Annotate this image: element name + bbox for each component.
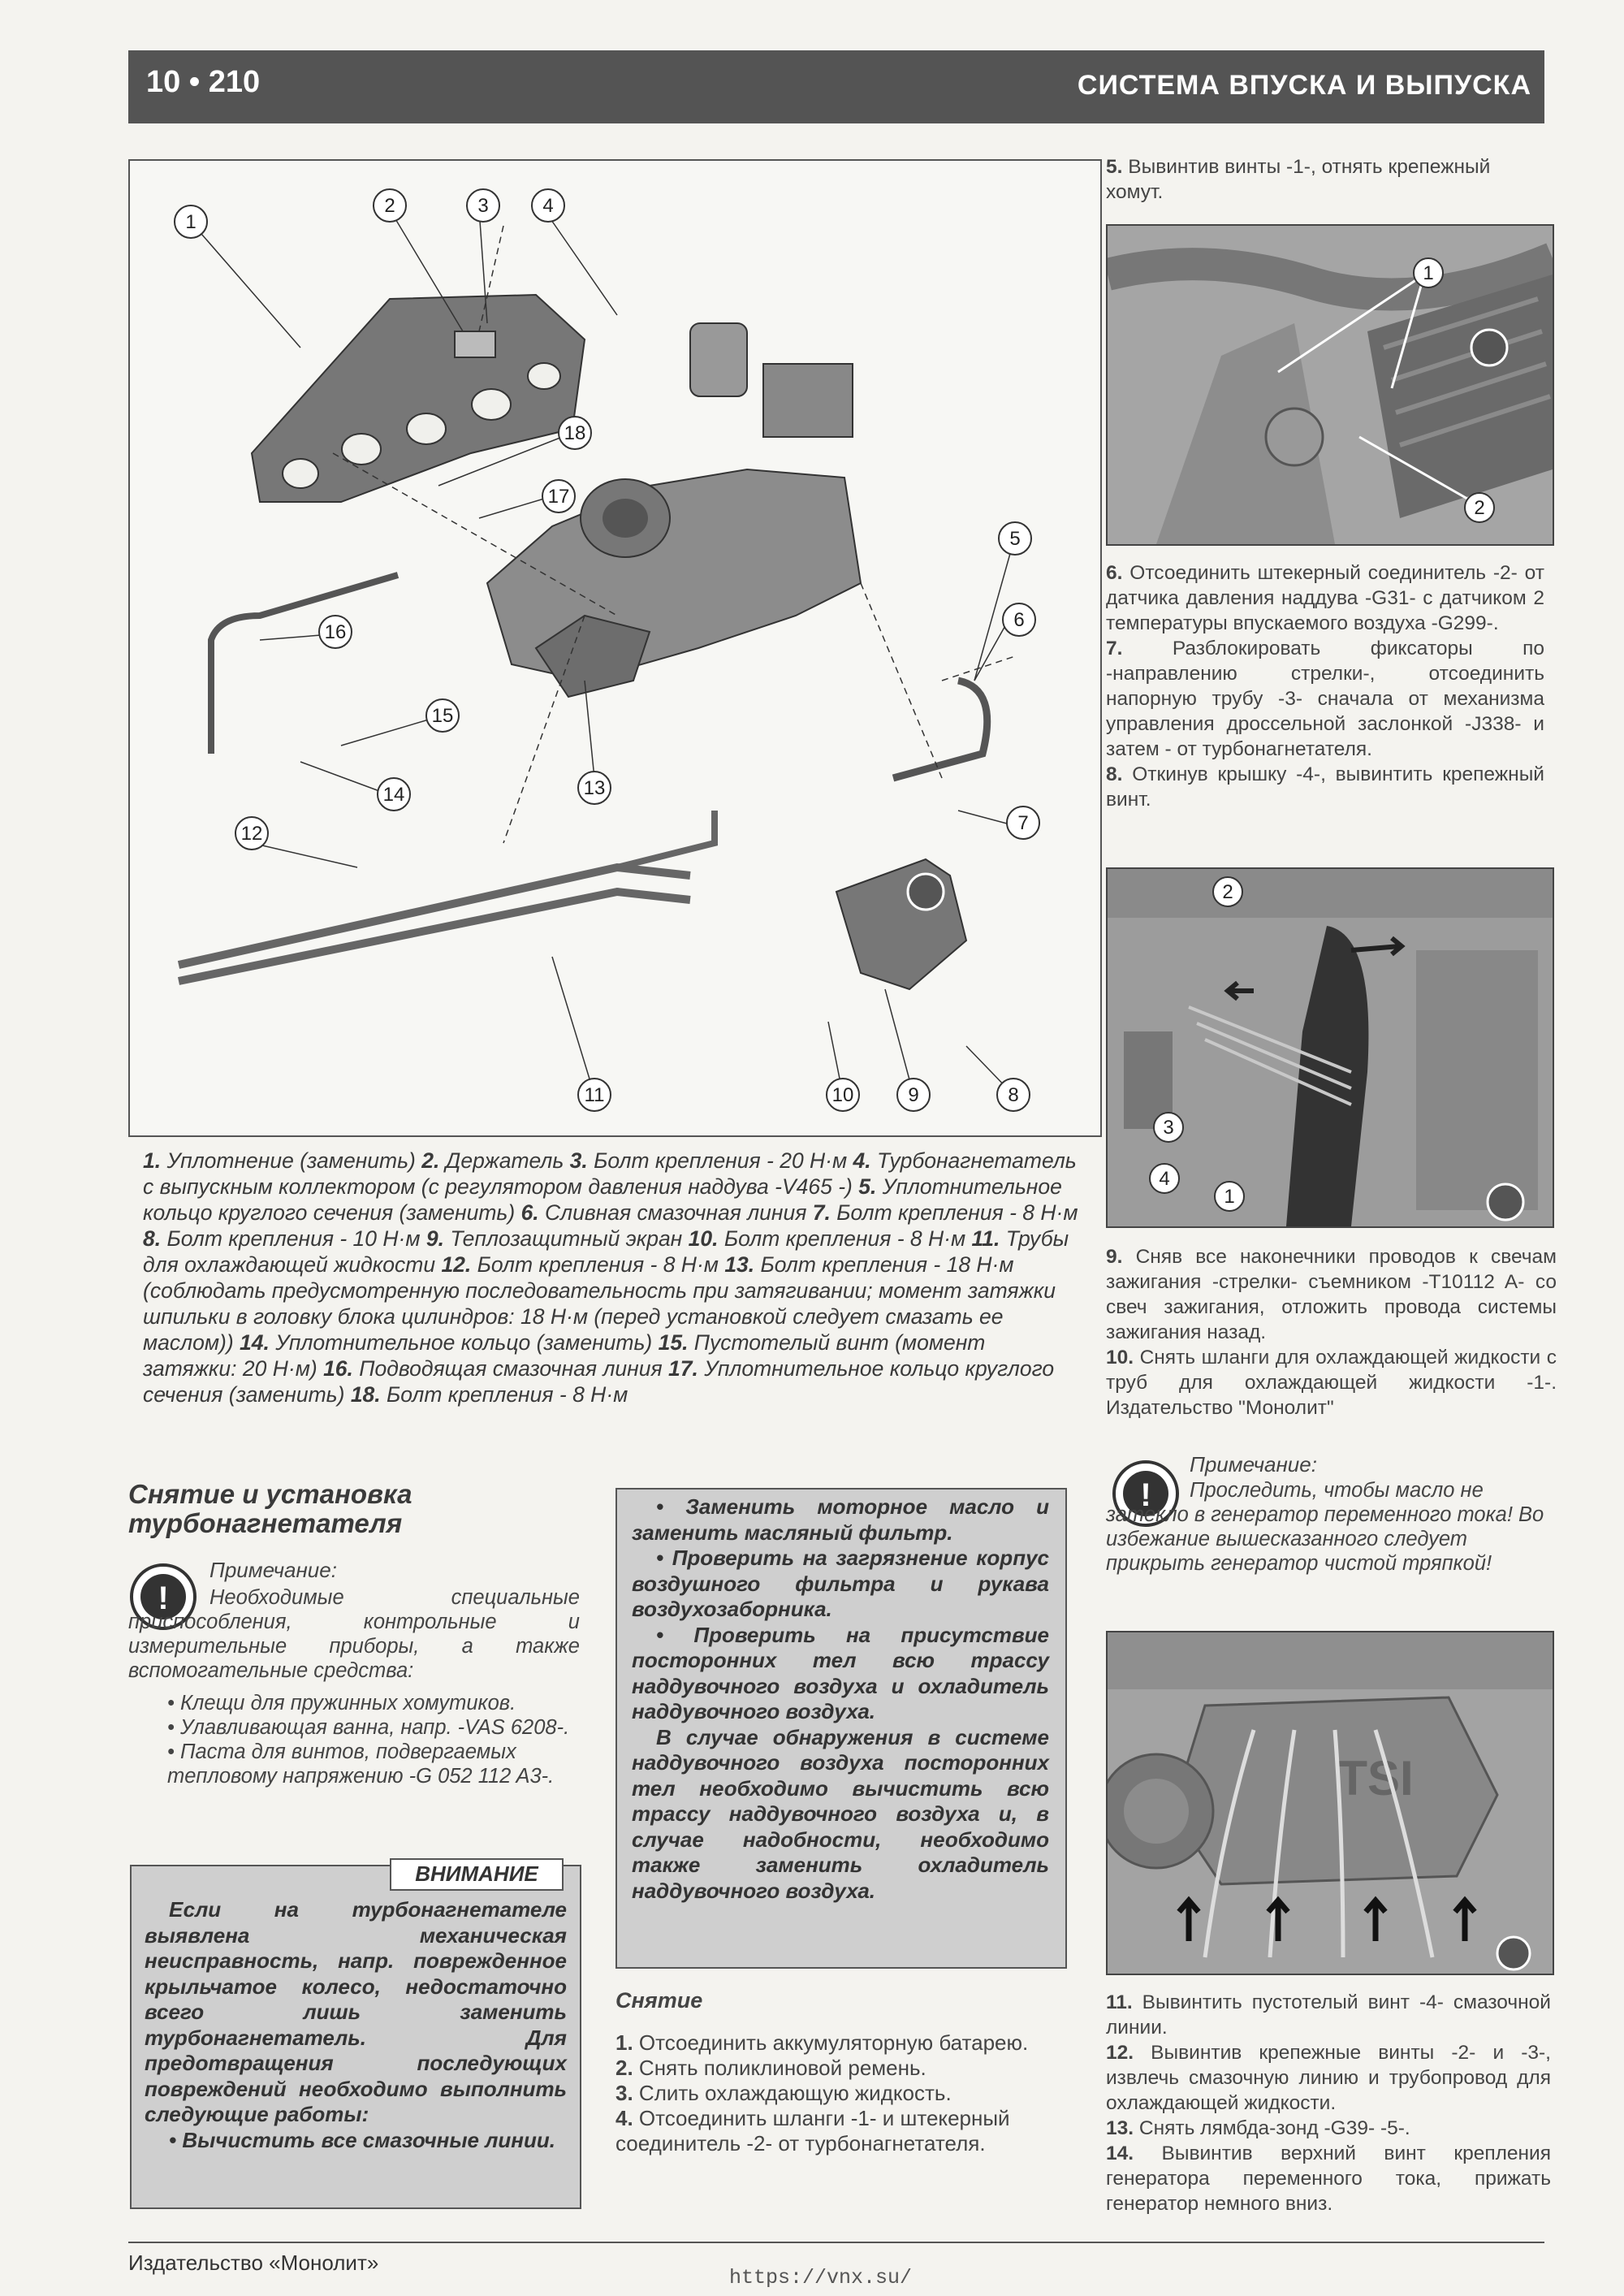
callout-17: 17 bbox=[547, 486, 570, 508]
attention-label: ВНИМАНИЕ bbox=[390, 1858, 564, 1891]
removal-steps: 1. Отсоединить аккумуляторную батарею. 2. Снять поликлиновой ремень. 3. Слить охлаждающую жидкость. 4. Отсоединить шланги -1- и штекерный соединитель -2- от турбонагнетателя. bbox=[615, 2030, 1029, 2155]
step-5: 5. Вывинтив винты -1-, отнять крепежный хомут. bbox=[1106, 156, 1491, 203]
photo-1 bbox=[1106, 224, 1554, 546]
figure-caption: 1. Уплотнение (заменить) 2. Держатель 3. Болт крепления - 20 Н·м 4. Турбонагнетатель с выпускным коллектором (с регулятором давления наддува -V465 -) 5. Уплотнительное кольцо круглого сечения (заменить) 6. Сливная смазочная линия 7. Болт крепления - 8 Н·м 8. Болт крепления - 10 Н·м 9. Теплозащитный экран 10. Болт крепления - 8 Н·м 11. Трубы для охлаждающей жидкости 12. Болт крепления - 8 Н·м 13. Болт крепления - 18 Н·м (соблюдать предусмотренную последовательность при затягивании; момент затяжки шпильки в головку блока цилиндров: 18 Н·м (перед установкой следует смазать ее маслом)) 14. Уплотнительное кольцо (заменить) 15. Пустотелый винт (момент затяжки: 20 Н·м) 16. Подводящая смазочная линия 17. Уплотнительное кольцо круглого сечения (заменить) 18. Болт крепления - 8 Н·м bbox=[143, 1148, 1078, 1407]
steps-11-14: 11. Вывинтить пустотелый винт -4- смазочной линии. 12. Вывинтив крепежные винты -2- и -3-, извлечь смазочную линию и трубопровод для охлаждающей жидкости. 13. Снять лямбда-зонд -G39- -5-. 14. Вывинтив верхний винт крепления генератора переменного тока, прижать генератор немного вниз. bbox=[1106, 1991, 1551, 2215]
tool-item: • Улавливающая ванна, напр. -VAS 6208-. bbox=[167, 1716, 570, 1739]
photo2-label-4: 4 bbox=[1159, 1168, 1170, 1190]
publisher-logo-icon bbox=[908, 874, 944, 910]
footer-rule bbox=[128, 2242, 1544, 2243]
photo1-label-1: 1 bbox=[1423, 262, 1434, 284]
callout-18: 18 bbox=[564, 422, 586, 444]
photo-3 bbox=[1106, 1631, 1554, 1975]
callout-15: 15 bbox=[431, 705, 454, 727]
tool-item: • Паста для винтов, подвергаемых тепловому напряжению -G 052 112 A3-. bbox=[167, 1740, 555, 1788]
photo2-label-1: 1 bbox=[1224, 1186, 1235, 1208]
checks-list: • Заменить моторное масло и заменить масляный фильтр. • Проверить на загрязнение корпус воздушного фильтра и рукава воздухозаборника. • Проверить на присутствие посторонних тел всю трассу наддувочного воздуха и охладитель наддувочного воздуха. В случае обнаружения в системе наддувочного воздуха посторонних тел необходимо вычистить всю трассу наддувочного воздуха и, в случае надобности, необходимо также заменить охладитель наддувочного воздуха. bbox=[632, 1494, 1049, 1903]
callout-5: 5 bbox=[1009, 528, 1021, 550]
right-note-label: Примечание: bbox=[1190, 1452, 1317, 1477]
steps-9-10: 9. Сняв все наконечники проводов к свечам зажигания -стрелки- съемником -T10112 A- со свеч зажигания, отложить провода системы зажигания назад. 10. Снять шланги для охлаждающей жидкости с труб для охлаждающей жидкости -1-. Издательство "Монолит" bbox=[1106, 1246, 1557, 1419]
callout-4: 4 bbox=[542, 195, 554, 217]
removal-heading: Снятие bbox=[615, 1988, 703, 2013]
callout-8: 8 bbox=[1008, 1084, 1019, 1106]
callout-13: 13 bbox=[583, 777, 606, 799]
photo2-label-2: 2 bbox=[1222, 881, 1233, 903]
steps-6-8: 6. Отсоединить штекерный соединитель -2- от датчика давления наддува -G31- с датчиком 2 температуры впускаемого воздуха -G299-. 7. Разблокировать фиксаторы по -направлению стрелки-, отсоединить напорную трубу -3- сначала от механизма управления дроссельной заслонкой -J338- и затем - от турбонагнетателя. 8. Откинув крышку -4-, вывинтить крепежный винт. bbox=[1106, 562, 1544, 811]
footer-publisher: Издательство «Монолит» bbox=[128, 2251, 379, 2275]
callout-10a: 10 bbox=[831, 1084, 854, 1106]
page-header bbox=[128, 50, 1544, 123]
left-note-text: Необходимые специальные приспособления, контрольные и измерительные приборы, а также вспомогательные средства: bbox=[128, 1586, 580, 1682]
svg-text:!: ! bbox=[1140, 1477, 1151, 1513]
tools-list bbox=[128, 1691, 580, 1788]
callout-7: 7 bbox=[1017, 812, 1029, 834]
callout-1: 1 bbox=[185, 211, 197, 233]
photo-2 bbox=[1106, 867, 1554, 1228]
diagram-drawing bbox=[130, 161, 1100, 1135]
callout-11: 11 bbox=[584, 1084, 605, 1106]
engine-cover-logo: TSI bbox=[1337, 1751, 1414, 1805]
callout-2: 2 bbox=[384, 195, 395, 217]
callout-3: 3 bbox=[477, 195, 489, 217]
callout-6: 6 bbox=[1013, 609, 1025, 631]
attention-text: Если на турбонагнетателе выявлена механическая неисправность, напр. поврежденное крыльчатое колесо, недостаточно всего лишь заменить турбонагнетатель. Для предотвращения последующих повреждений необходимо выполнить следующие работы: • Вычистить все смазочные линии. bbox=[145, 1897, 567, 2152]
page-number: 10 • 210 bbox=[146, 65, 261, 99]
callout-9: 9 bbox=[908, 1084, 919, 1106]
tool-item: • Клещи для пружинных хомутиков. bbox=[167, 1692, 516, 1714]
left-note-label: Примечание: bbox=[209, 1558, 337, 1582]
photo1-label-2: 2 bbox=[1474, 497, 1485, 519]
callout-16: 16 bbox=[324, 621, 347, 643]
photo2-label-3: 3 bbox=[1163, 1117, 1174, 1139]
callout-14: 14 bbox=[382, 784, 405, 806]
right-note-text: Проследить, чтобы масло не затекло в генератор переменного тока! Во избежание вышесказанного следует прикрыть генератор чистой тряпкой! bbox=[1106, 1479, 1544, 1575]
turbocharger-exploded-diagram bbox=[128, 159, 1102, 1137]
section-title: СИСТЕМА ВПУСКА И ВЫПУСКА bbox=[1077, 70, 1531, 101]
svg-text:!: ! bbox=[158, 1580, 169, 1616]
footer-url[interactable]: https://vnx.su/ bbox=[729, 2266, 913, 2290]
callout-12: 12 bbox=[240, 823, 263, 845]
section-heading: Снятие и установка турбонагнетателя bbox=[128, 1479, 412, 1538]
